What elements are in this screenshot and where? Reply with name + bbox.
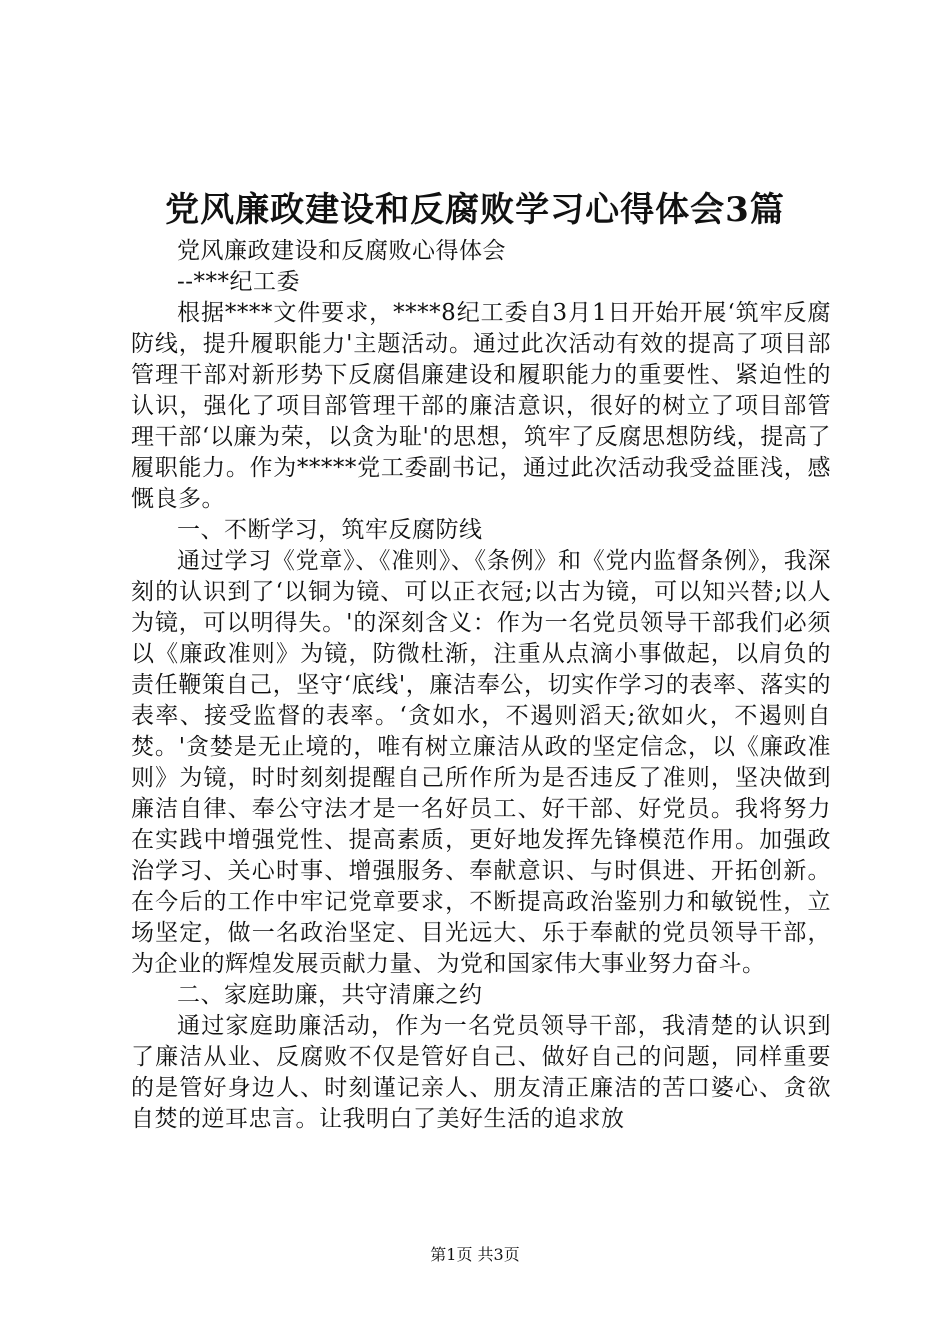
section-heading-2: 二、家庭助廉，共守清廉之约 [177, 982, 483, 1008]
section-heading-1: 一、不断学习，筑牢反腐防线 [177, 517, 483, 543]
page-title: 党风廉政建设和反腐败学习心得体会3篇 [165, 190, 785, 230]
paragraph-intro: 根据****文件要求，****8纪工委自3月1日开始开展‘筑牢反腐防线，提升履职能力'主题活动。通过此次活动有效的提高了项目部管理干部对新形势下反腐倡廉建设和履职能力的重要性、紧迫性的认识，强化了项目部管理干部的廉洁意识，很好的树立了项目部管理干部‘以廉为荣，以贪为耻'的思想，筑牢了反腐思想防线，提高了履职能力。作为*****党工委副书记，通过此次活动我受益匪浅，感慨良多。 [131, 300, 831, 512]
page-footer: 第1页 共3页 [430, 1245, 520, 1264]
paragraph-section-1: 通过学习《党章》、《准则》、《条例》和《党内监督条例》，我深刻的认识到了‘以铜为镜、可以正衣冠;以古为镜，可以知兴替;以人为镜，可以明得失。'的深刻含义：作为一名党员领导干部我们必须以《廉政准则》为镜，防微杜渐，注重从点滴小事做起，以肩负的责任鞭策自己，坚守‘底线'，廉洁奉公，切实作学习的表率、落实的表率、接受监督的表率。‘贪如水，不遏则滔天;欲如火，不遏则自焚。'贪婪是无止境的，唯有树立廉洁从政的坚定信念，以《廉政准则》为镜，时时刻刻提醒自己所作所为是否违反了准则，坚决做到廉洁自律、奉公守法才是一名好员工、好干部、好党员。我将努力在实践中增强党性、提高素质，更好地发挥先锋模范作用。加强政治学习、关心时事、增强服务、奉献意识、与时俱进、开拓创新。在今后的工作中牢记党章要求，不断提高政治鉴别力和敏锐性，立场坚定，做一名政治坚定、目光远大、乐于奉献的党员领导干部，为企业的辉煌发展贡献力量、为党和国家伟大事业努力奋斗。 [131, 548, 831, 977]
paragraph-section-2: 通过家庭助廉活动，作为一名党员领导干部，我清楚的认识到了廉洁从业、反腐败不仅是管好自己、做好自己的问题，同样重要的是管好身边人、时刻谨记亲人、朋友清正廉洁的苦口婆心、贪欲自焚的逆耳忠言。让我明白了美好生活的追求放 [131, 1013, 831, 1132]
document-body [131, 236, 831, 1135]
author-line: --***纪工委 [177, 269, 301, 295]
subtitle: 党风廉政建设和反腐败心得体会 [177, 238, 506, 264]
